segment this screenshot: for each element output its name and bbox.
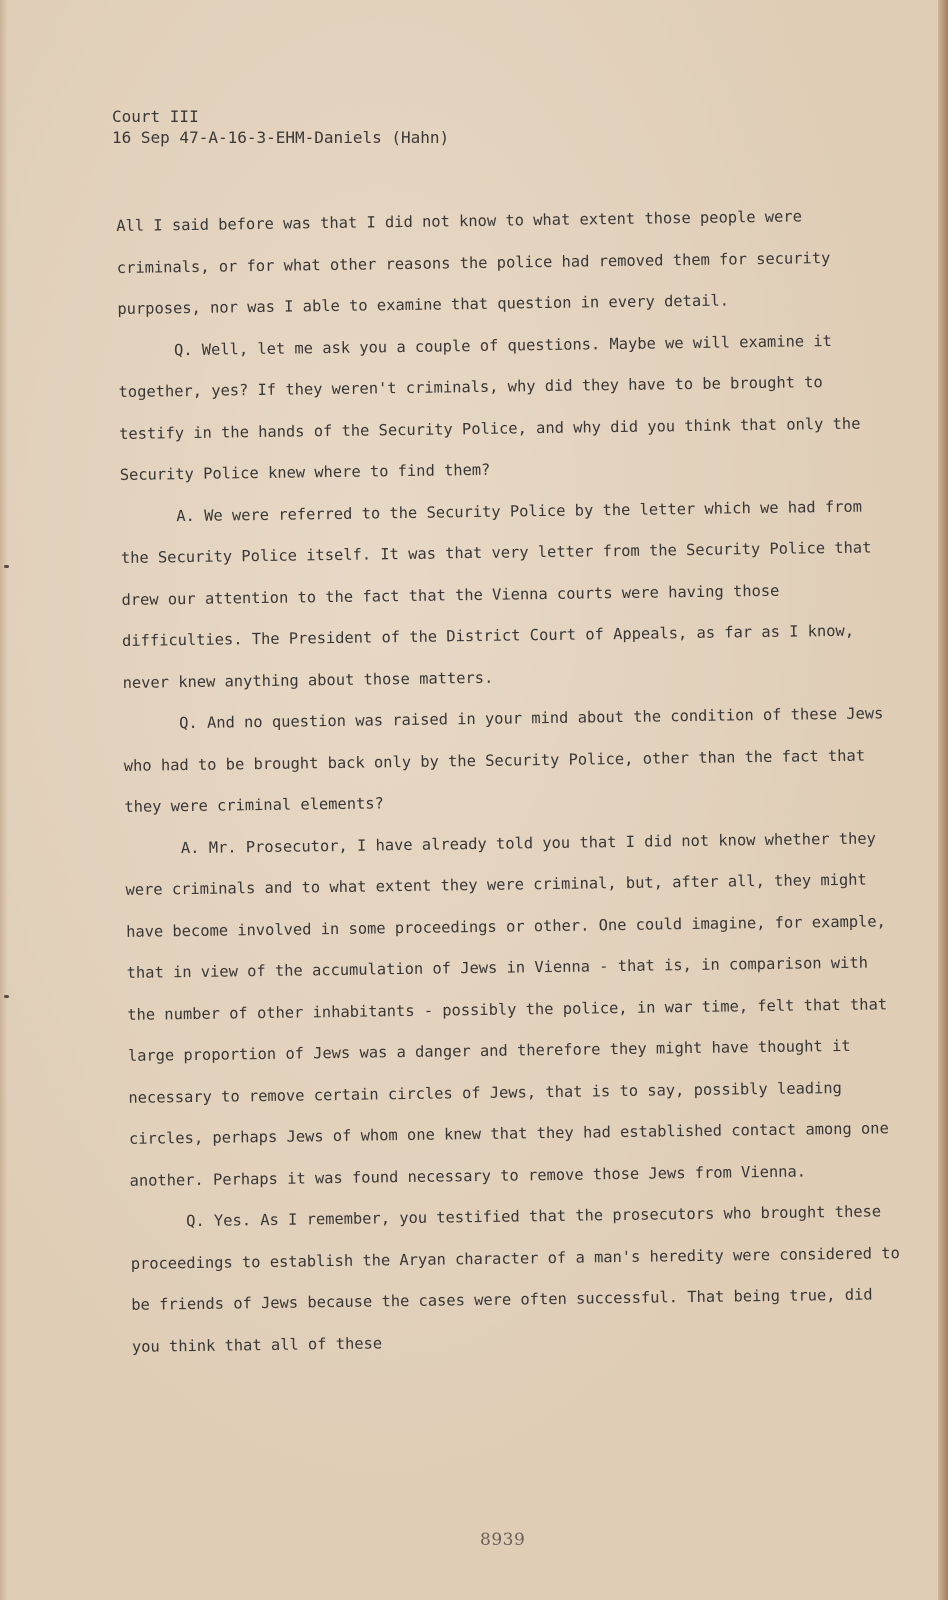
paragraph-question: Q. And no question was raised in your mind about the condition of these Jews who had to be brought back only by the Security Police, other than the fact that they were criminal elements? (123, 704, 884, 816)
paragraph-answer: A. Mr. Prosecutor, I have already told you that I did not know whether they were criminals and to what extent they were criminal, but, after all, they might have become involved in some proceedings or other. One could imagine, for example, that in view of the accumulation of Jews in Vienna - that is, in comparison with the number of other inhabitants - possibly the police, in war time, felt that that large proportion of Jews was a danger and therefore they might have thought it necessary to remove certain circles of Jews, that is to say, possibly leading circles, perhaps Jews of whom one knew that they had established contact among one another. Perhaps it was found necessary to remove those Jews from Vienna. (125, 828, 889, 1190)
page-left-shadow (0, 0, 8, 1600)
court-label: Court III (112, 107, 199, 126)
punch-mark (4, 565, 9, 568)
punch-mark (4, 995, 9, 998)
paragraph-question: Q. Yes. As I remember, you testified that the prosecutors who brought these proceedings to establish the Aryan character of a man's heredity were considered to be friends of Jews because the cases were often successful. That being true, did you think that all of these (130, 1202, 900, 1356)
page-number: 8939 (480, 1530, 526, 1550)
paragraph-answer: A. We were referred to the Security Police by the letter which we had from the Security Police itself. It was that very letter from the Security Police that drew our attention to the fact that the Vienna courts were having those difficulties. The President of the District Court of Appeals, as far as I know, never knew anything about those matters. (120, 497, 872, 692)
paragraph-question: Q. Well, let me ask you a couple of questions. Maybe we will examine it together, yes? If they weren't criminals, why did they have to be brought to testify in the hands of the Security Police, and why did you think that only the Security Police knew where to find them? (118, 331, 861, 484)
transcript-body (116, 195, 902, 1368)
session-reference: 16 Sep 47-A-16-3-EHM-Daniels (Hahn) (112, 128, 450, 147)
document-header (112, 106, 449, 148)
page-right-edge (938, 0, 948, 1600)
paragraph-continuation: All I said before was that I did not know to what extent those people were criminals, or for what other reasons the police had removed them for security purposes, nor was I able to examine that question in every detail. (116, 207, 831, 318)
